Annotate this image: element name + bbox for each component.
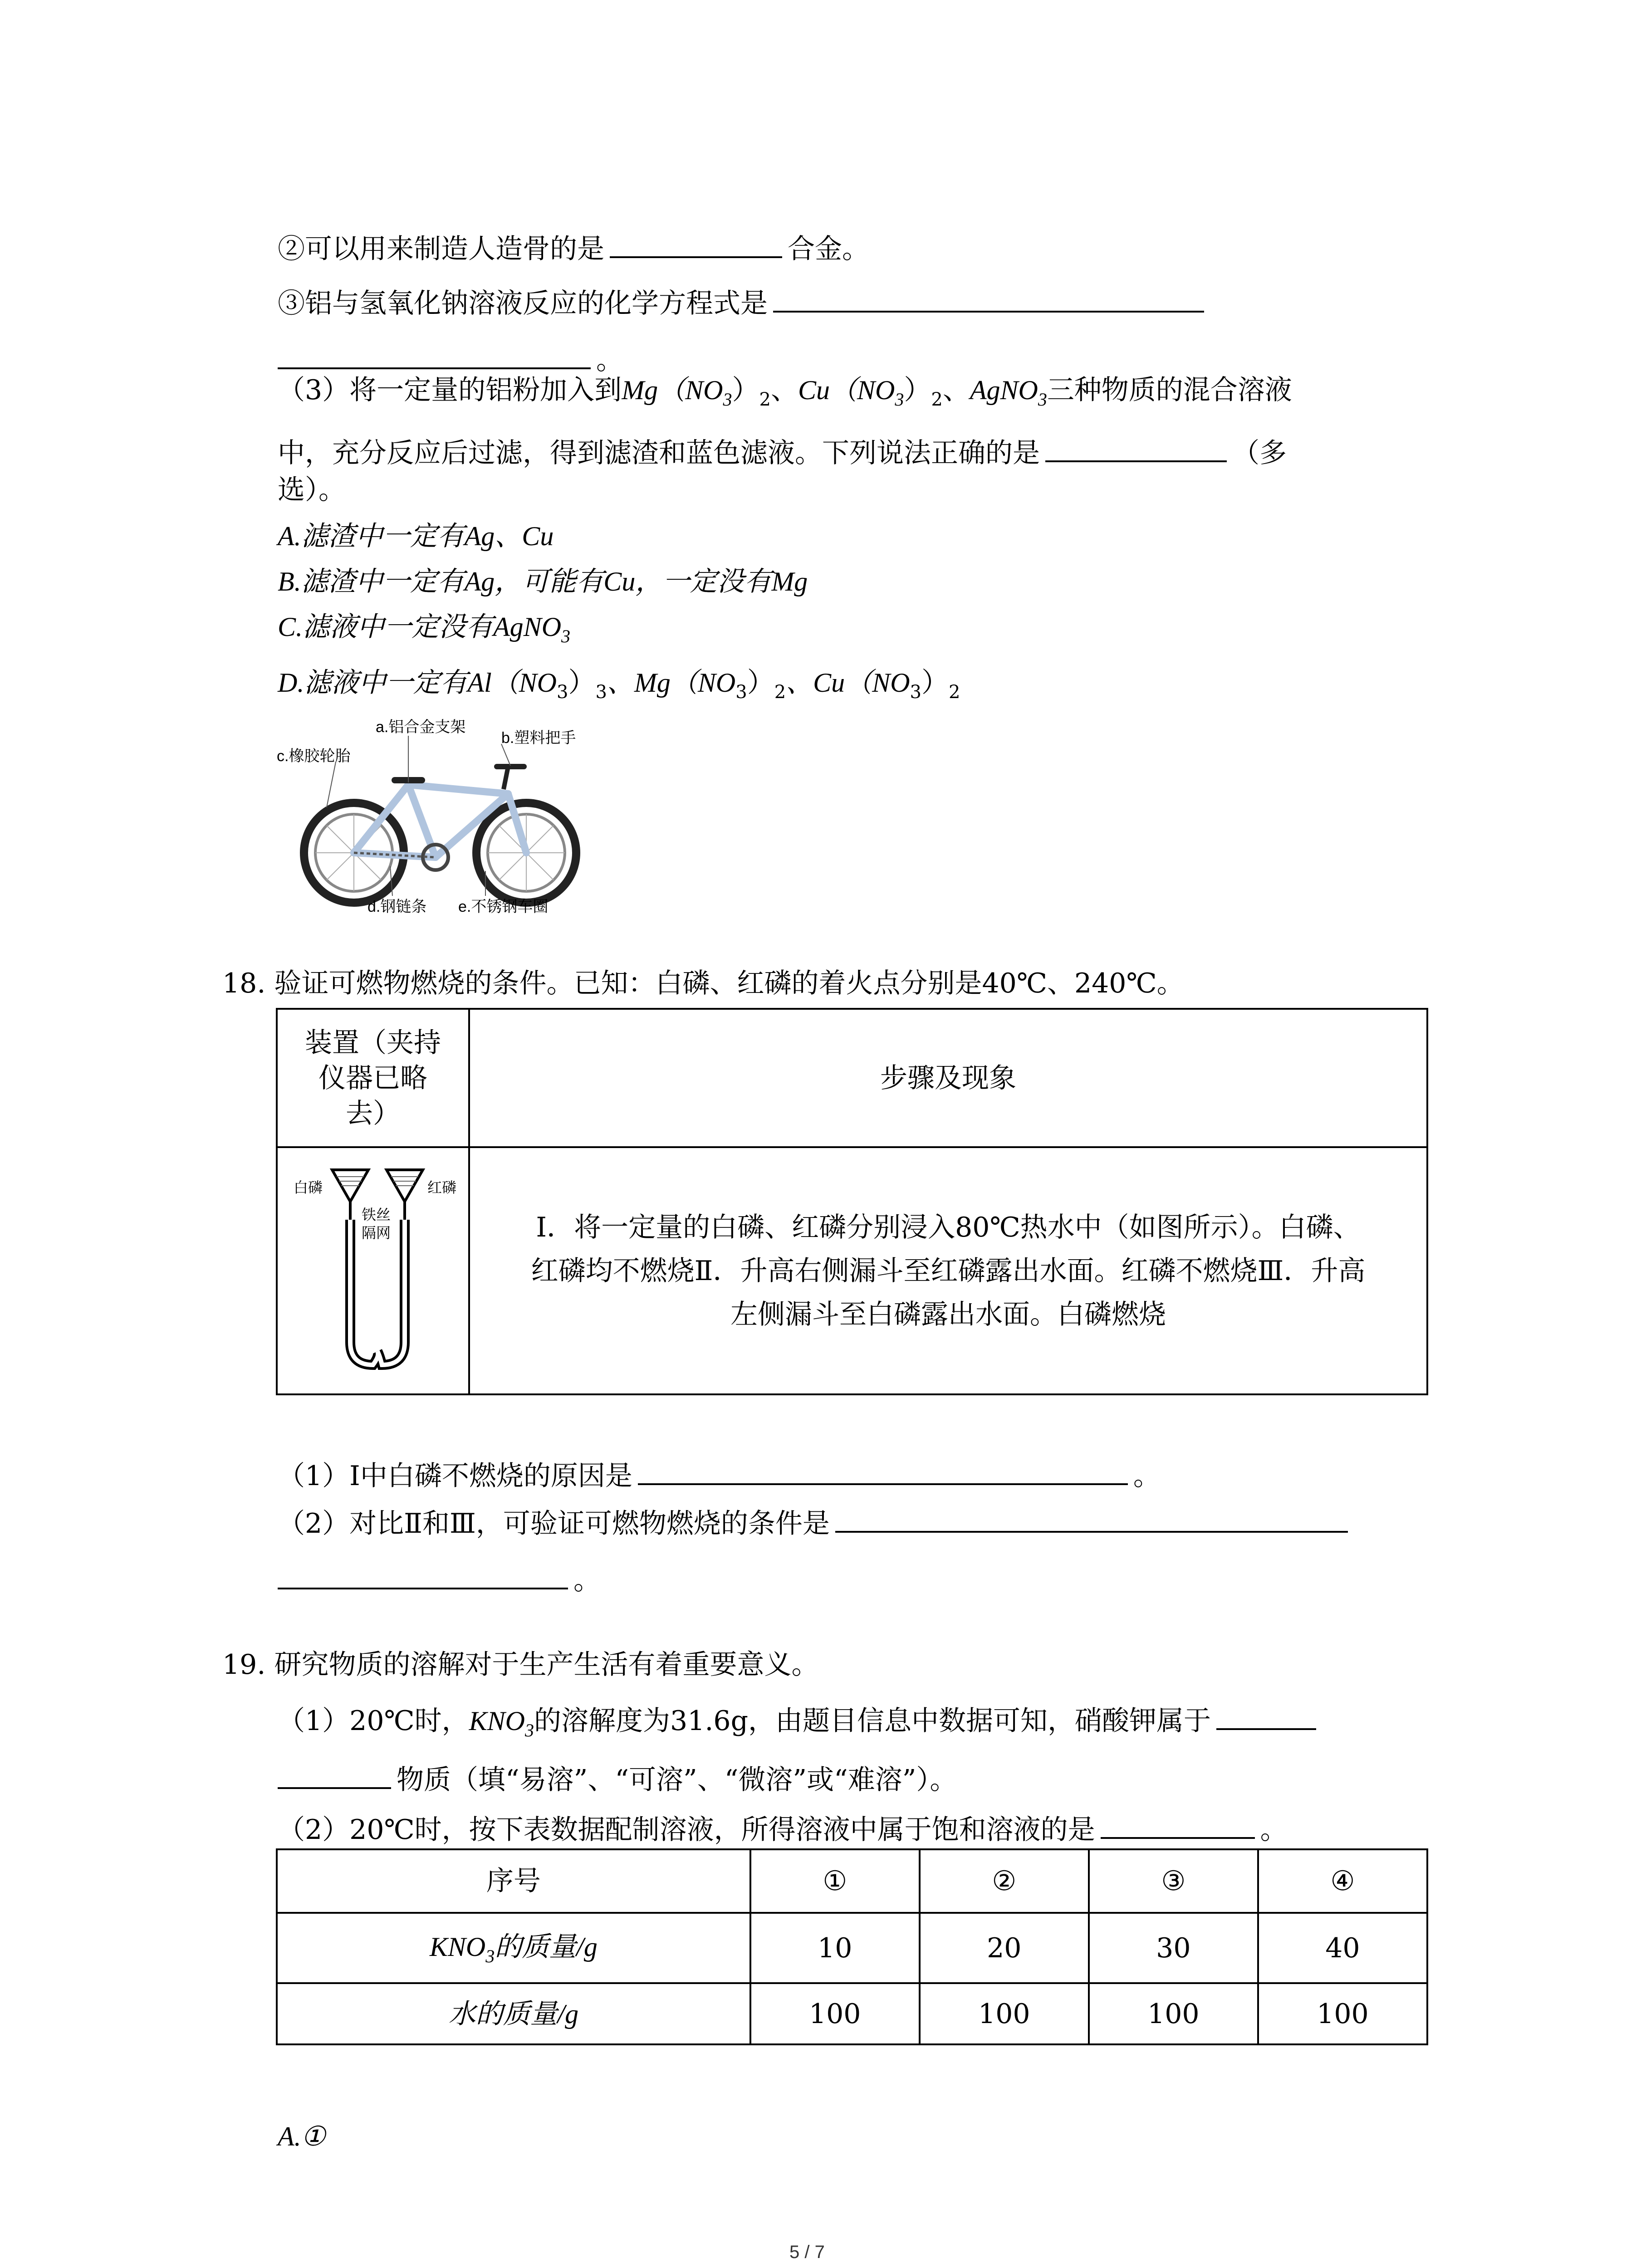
q18-sub2: （2）对比Ⅱ和Ⅲ，可验证可燃物燃烧的条件是: [278, 1504, 1353, 1537]
q17-part3-line3: 选）。: [278, 474, 346, 506]
answer-blank[interactable]: [835, 1504, 1348, 1533]
q17-option-d[interactable]: D.滤液中一定有$Al(NO_3)_3$、$Mg(NO_3)_2$、$Cu(NO_3)_2$: [278, 667, 960, 703]
apparatus-label-wire: 铁丝: [362, 1207, 391, 1223]
q17-option-c[interactable]: C.滤液中一定没有AgNO$_3$: [278, 612, 571, 646]
q19-row1-cell: 10: [750, 1913, 920, 1983]
q19-header-1: ①: [750, 1849, 920, 1913]
q19-row1-cell: 40: [1258, 1913, 1427, 1983]
q17-option-b[interactable]: B.滤渣中一定有Ag，可能有Cu，一定没有Mg: [278, 567, 808, 596]
answer-blank[interactable]: [278, 1560, 568, 1589]
bike-label-a: a.铝合金支架: [376, 719, 466, 736]
q17-option-a[interactable]: A.滤渣中一定有Ag、Cu: [278, 521, 554, 551]
q19-row2-cell: 100: [750, 1983, 920, 2044]
q18-table: [276, 1008, 1428, 1395]
q18-apparatus-cell: [277, 1147, 469, 1394]
answer-blank[interactable]: [278, 340, 591, 369]
q19-row2-cell: 100: [1258, 1983, 1427, 2044]
answer-blank[interactable]: [1045, 433, 1227, 462]
q17-sub2: ②可以用来制造人造骨的是 合金。: [278, 229, 869, 263]
q19-sub1: （1）20℃时，$KNO_3$的溶解度为31.6g，由题目信息中数据可知，硝酸钾属于: [278, 1701, 1322, 1740]
q17-part3-line2: 中，充分反应后过滤，得到滤渣和蓝色滤液。下列说法正确的是 （多: [278, 433, 1287, 467]
q19-row2-label: 水的质量/g: [277, 1983, 750, 2044]
bike-label-d: d.钢链条: [367, 898, 427, 915]
q17-sub3-line2: 。: [278, 340, 623, 374]
bike-label-c: c.橡胶轮胎: [277, 748, 351, 765]
apparatus-label-mesh: 隔网: [362, 1225, 391, 1241]
q19-sub2: （2）20℃时，按下表数据配制溶液，所得溶液中属于饱和溶液的是 。: [278, 1810, 1288, 1843]
q17-part3-line1: （3）将一定量的铝粉加入到$Mg(NO_3)_2$、$Cu(NO_3)_2$、AgNO$_3$三种物质的混合溶液: [278, 374, 1292, 410]
apparatus-label-red-phosphorus: 红磷: [427, 1179, 457, 1196]
q19-option-a[interactable]: A.①: [278, 2121, 326, 2151]
q18-header-apparatus: 装置（夹持 仪器已略 去）: [277, 1009, 469, 1147]
q19-header-index: 序号: [277, 1849, 750, 1913]
bike-label-b: b.塑料把手: [501, 729, 576, 747]
combustion-apparatus-figure: [282, 1152, 464, 1378]
q18-stem: 18. 验证可燃物燃烧的条件。已知：白磷、红磷的着火点分别是40℃、240℃。: [222, 968, 1184, 999]
q18-sub1: （1）Ⅰ中白磷不燃烧的原因是 。: [278, 1456, 1161, 1490]
q19-row1-cell: 20: [920, 1913, 1089, 1983]
q19-table: [276, 1848, 1428, 2045]
q18-sub2-line2: 。: [278, 1560, 601, 1594]
answer-blank[interactable]: [1101, 1810, 1255, 1839]
q17-sub3: ③铝与氢氧化钠溶液反应的化学方程式是: [278, 284, 1210, 317]
bicycle-figure: [272, 717, 617, 916]
q18-header-steps: 步骤及现象: [469, 1009, 1427, 1147]
answer-blank[interactable]: [278, 1760, 391, 1789]
apparatus-label-white-phosphorus: 白磷: [294, 1179, 323, 1196]
answer-blank[interactable]: [638, 1456, 1128, 1485]
q19-header-3: ③: [1089, 1849, 1258, 1913]
q19-row1-label: $KNO_3$的质量/g: [277, 1913, 750, 1983]
bike-label-e: e.不锈钢车圈: [458, 898, 549, 915]
q19-row1-cell: 30: [1089, 1913, 1258, 1983]
q19-header-4: ④: [1258, 1849, 1427, 1913]
page-number: 5 / 7: [789, 2242, 825, 2262]
q19-stem: 19. 研究物质的溶解对于生产生活有着重要意义。: [222, 1649, 819, 1681]
q18-steps-cell: Ⅰ．将一定量的白磷、红磷分别浸入80℃热水中（如图所示）。白磷、 红磷均不燃烧Ⅱ．升高右侧漏斗至红磷露出水面。红磷不燃烧Ⅲ．升高 左侧漏斗至白磷露出水面。白磷燃烧: [469, 1147, 1427, 1394]
q19-header-2: ②: [920, 1849, 1089, 1913]
answer-blank[interactable]: [773, 284, 1204, 313]
q19-sub1-line2: 物质（填“易溶”、“可溶”、“微溶”或“难溶”）。: [278, 1760, 957, 1794]
answer-blank[interactable]: [610, 229, 782, 258]
answer-blank[interactable]: [1216, 1701, 1316, 1730]
q19-row2-cell: 100: [1089, 1983, 1258, 2044]
q19-row2-cell: 100: [920, 1983, 1089, 2044]
